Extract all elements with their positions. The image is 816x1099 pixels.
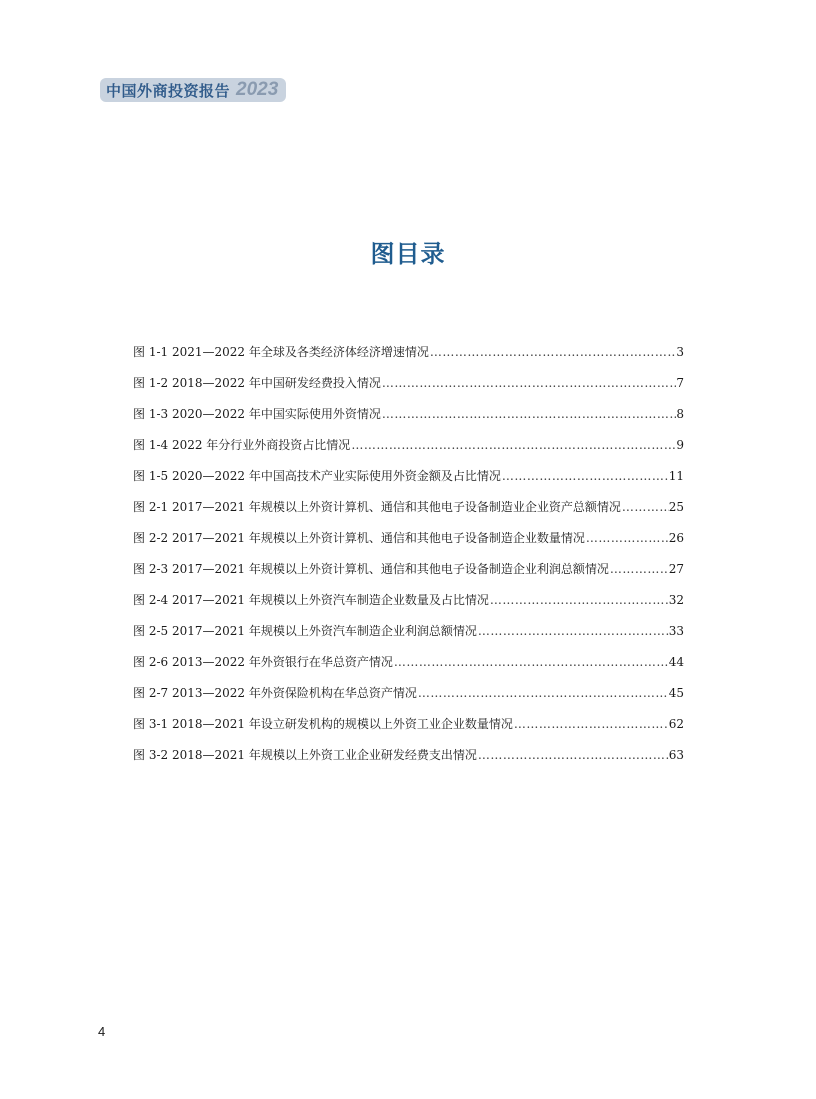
toc-entry-label: 图 3-1 2018—2021 年设立研发机构的规模以上外资工业企业数量情况 [133, 717, 513, 731]
figure-list [133, 336, 684, 770]
toc-entry-label: 图 2-6 2013—2022 年外资银行在华总资产情况 [133, 655, 393, 669]
toc-entry-label: 图 1-4 2022 年分行业外商投资占比情况 [133, 438, 351, 452]
toc-entry-page: 63 [668, 747, 684, 762]
toc-entry-page: 3 [676, 344, 684, 359]
toc-leader-dots [621, 500, 669, 514]
toc-entry-label: 图 2-7 2013—2022 年外资保险机构在华总资产情况 [133, 686, 417, 700]
toc-entry[interactable] [133, 367, 684, 398]
toc-entry-label: 图 1-2 2018—2022 年中国研发经费投入情况 [133, 376, 381, 390]
toc-entry[interactable] [133, 615, 684, 646]
toc-leader-dots [609, 562, 669, 576]
toc-leader-dots [513, 717, 669, 731]
toc-entry-page: 27 [668, 561, 684, 576]
toc-entry[interactable] [133, 522, 684, 553]
toc-entry-label: 图 2-4 2017—2021 年规模以上外资汽车制造企业数量及占比情况 [133, 593, 489, 607]
toc-entry[interactable] [133, 491, 684, 522]
toc-leader-dots [381, 376, 677, 390]
toc-entry-page: 7 [676, 375, 684, 390]
toc-entry-label: 图 2-1 2017—2021 年规模以上外资计算机、通信和其他电子设备制造业企业资产总额情况 [133, 500, 621, 514]
toc-leader-dots [489, 593, 669, 607]
report-header-badge [100, 78, 286, 102]
toc-entry[interactable] [133, 553, 684, 584]
toc-leader-dots [429, 345, 677, 359]
toc-entry[interactable] [133, 336, 684, 367]
toc-entry-label: 图 2-3 2017—2021 年规模以上外资计算机、通信和其他电子设备制造企业利润总额情况 [133, 562, 609, 576]
toc-leader-dots [393, 655, 669, 669]
toc-entry-page: 26 [668, 530, 684, 545]
toc-entry-label: 图 1-3 2020—2022 年中国实际使用外资情况 [133, 407, 381, 421]
toc-entry-label: 图 1-1 2021—2022 年全球及各类经济体经济增速情况 [133, 345, 429, 359]
toc-entry[interactable] [133, 584, 684, 615]
toc-entry[interactable] [133, 429, 684, 460]
toc-entry-page: 62 [668, 716, 684, 731]
toc-entry-label: 图 2-2 2017—2021 年规模以上外资计算机、通信和其他电子设备制造企业数量情况 [133, 531, 585, 545]
report-header-year: 2023 [236, 79, 279, 100]
page-title: 图目录 [370, 240, 446, 268]
toc-leader-dots [350, 438, 676, 452]
toc-entry-page: 11 [668, 468, 684, 483]
toc-entry[interactable] [133, 398, 684, 429]
toc-entry-page: 45 [668, 685, 684, 700]
toc-entry-page: 9 [676, 437, 684, 452]
toc-leader-dots [381, 407, 677, 421]
toc-entry-page: 44 [668, 654, 684, 669]
toc-entry-page: 25 [668, 499, 684, 514]
report-header-title: 中国外商投资报告 [106, 81, 231, 100]
toc-entry[interactable] [133, 460, 684, 491]
toc-entry[interactable] [133, 739, 684, 770]
toc-entry[interactable] [133, 646, 684, 677]
toc-entry-label: 图 2-5 2017—2021 年规模以上外资汽车制造企业利润总额情况 [133, 624, 477, 638]
toc-leader-dots [585, 531, 669, 545]
toc-entry[interactable] [133, 677, 684, 708]
toc-entry-label: 图 1-5 2020—2022 年中国高技术产业实际使用外资金额及占比情况 [133, 469, 501, 483]
toc-entry[interactable] [133, 708, 684, 739]
toc-entry-label: 图 3-2 2018—2021 年规模以上外资工业企业研发经费支出情况 [133, 748, 477, 762]
toc-leader-dots [477, 624, 669, 638]
toc-entry-page: 33 [668, 623, 684, 638]
toc-leader-dots [477, 748, 669, 762]
toc-leader-dots [501, 469, 669, 483]
page-number: 4 [98, 1024, 106, 1039]
toc-entry-page: 32 [668, 592, 684, 607]
toc-leader-dots [417, 686, 669, 700]
toc-entry-page: 8 [676, 406, 684, 421]
